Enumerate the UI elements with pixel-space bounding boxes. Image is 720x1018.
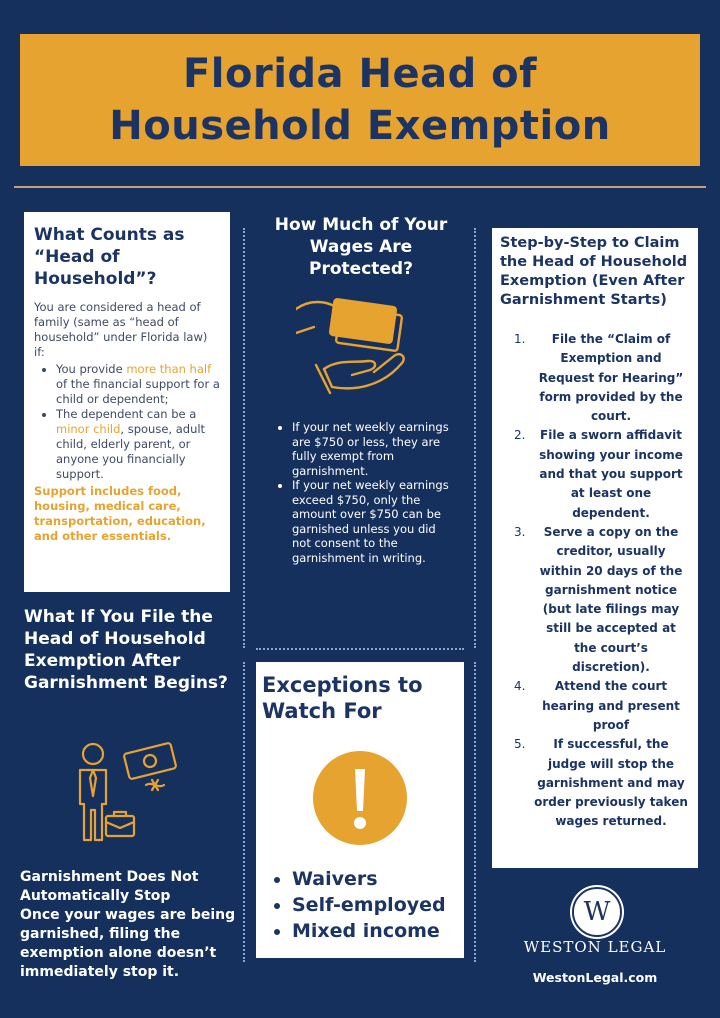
- step-text: Attend the court hearing and present proof: [542, 679, 680, 732]
- title-line-2: Household Exemption: [109, 103, 611, 149]
- step-number: 1.: [514, 332, 526, 346]
- step-number: 3.: [514, 524, 526, 539]
- brand-logo: [572, 887, 622, 937]
- step-text: File the “Claim of Exemption and Request for Hearing” form provided by the court.: [538, 332, 684, 424]
- exclamation-mark: [313, 751, 407, 845]
- bullet-text: You provide: [56, 362, 127, 376]
- step-number: 4.: [514, 679, 526, 694]
- middle-divider: [256, 648, 464, 650]
- step-number: 2.: [514, 428, 526, 443]
- garnishment-note: [20, 868, 250, 982]
- bullet-text: of the financial support for a child or dependent;: [56, 377, 220, 406]
- highlight-text: minor child: [56, 422, 121, 436]
- person-money-icon: [70, 740, 185, 845]
- title-banner: [20, 34, 700, 166]
- wages-list: [278, 420, 453, 565]
- list-item: • If your net weekly earnings are $750 or less, they are fully exempt from garnishment.: [292, 420, 453, 478]
- head-of-household-list: [56, 362, 220, 482]
- list-item: • Mixed income: [292, 918, 446, 944]
- list-item: [56, 407, 220, 482]
- firm-name: WESTON LEGAL: [523, 938, 667, 956]
- exceptions-heading: Exceptions to Watch For: [262, 673, 423, 723]
- steps-heading: Step-by-Step to Claim the Head of Household Exemption (Even After Garnishment Starts): [500, 235, 688, 308]
- list-item: • Self-employed: [292, 892, 446, 918]
- step-text: Serve a copy on the creditor, usually within 20 days of the garnishment notice (but late filings may still be accepted at the court’s discretion).: [539, 524, 683, 675]
- bullet-text: The dependent can be a: [56, 407, 197, 421]
- list-item: [56, 362, 220, 407]
- list-item: • Waivers: [292, 866, 446, 892]
- steps-list: [500, 330, 688, 832]
- title-line-1: Florida Head of: [182, 51, 538, 97]
- step-item: [500, 677, 688, 735]
- hand-money-icon: [296, 293, 426, 403]
- list-item: • If your net weekly earnings exceed $750, only the amount over $750 can be garnished unless you did not consent to the garnishment in writing.: [292, 478, 453, 565]
- highlight-text: more than half: [126, 362, 212, 376]
- step-item: [500, 735, 688, 831]
- logo-letter: W: [583, 897, 611, 927]
- head-of-household-heading: What Counts as “Head of Household”?: [34, 225, 185, 289]
- head-of-household-intro: You are considered a head of family (same as “head of household” under Florida law) if:: [34, 300, 208, 359]
- step-item: [500, 330, 688, 426]
- garnishment-note-title: Garnishment Does Not Automatically Stop: [20, 869, 199, 904]
- steps-card: [492, 228, 698, 868]
- after-garnishment-heading: What If You File the Head of Household Exemption After Garnishment Begins?: [24, 607, 228, 693]
- garnishment-note-body: Once your wages are being garnished, filing the exemption alone doesn’t immediately stop it.: [20, 907, 236, 980]
- exceptions-card: [256, 662, 464, 958]
- column-divider-right-lower: [474, 662, 476, 962]
- step-text: File a sworn affidavit showing your income and that you support at least one dependent.: [539, 428, 683, 520]
- title-divider: [14, 186, 706, 188]
- step-item: [500, 426, 688, 522]
- exclamation-icon: [313, 751, 407, 845]
- step-text: If successful, the judge will stop the garnishment and may order previously taken wages returned.: [534, 737, 688, 829]
- bullet-text: , spouse, adult child, elderly parent, or anyone you financially support.: [56, 422, 206, 481]
- firm-url[interactable]: WestonLegal.com: [532, 970, 658, 985]
- step-number: 5.: [514, 737, 526, 752]
- step-item: [500, 523, 688, 677]
- wages-heading: How Much of Your Wages Are Protected?: [274, 215, 448, 279]
- exceptions-list: [278, 866, 446, 944]
- support-note: Support includes food, housing, medical care, transportation, education, and other essentials.: [34, 484, 206, 543]
- column-divider-left: [243, 228, 245, 648]
- head-of-household-card: [24, 212, 230, 592]
- column-divider-right: [474, 228, 476, 648]
